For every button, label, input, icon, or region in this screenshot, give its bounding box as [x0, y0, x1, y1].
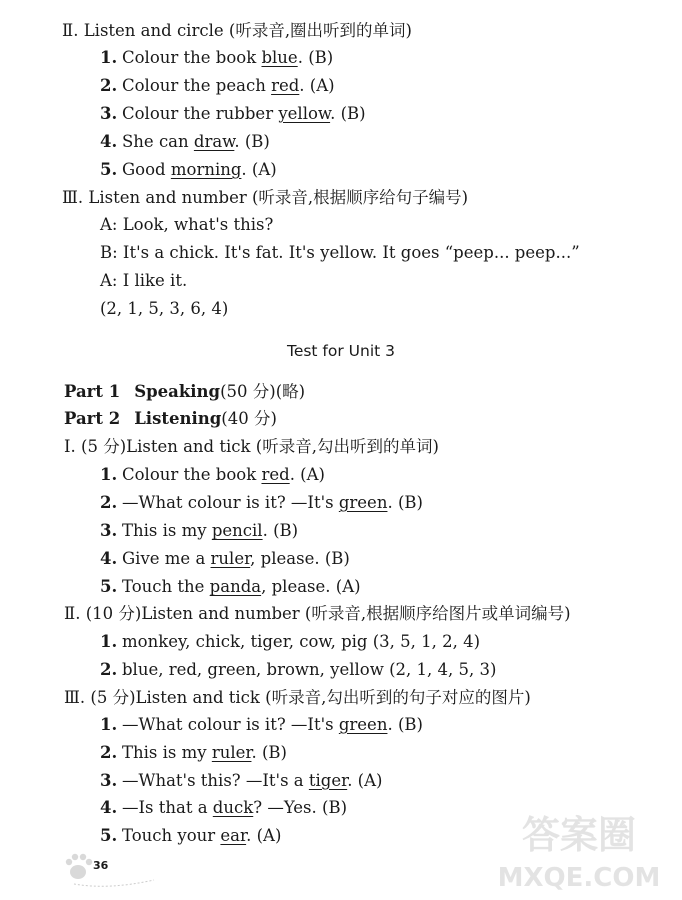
item-text: She can [122, 132, 194, 151]
section-3-heading: Ⅲ. Listen and number (听录音,根据顺序给句子编号) [62, 188, 469, 207]
item-text: This is my [122, 743, 212, 762]
item-text: Give me a [122, 549, 211, 568]
test-section-2-heading: Ⅱ. (10 分)Listen and number (听录音,根据顺序给图片或单词编号) [64, 604, 571, 623]
part-2-label: Part 2 [64, 409, 121, 428]
page-number: 36 [93, 859, 109, 872]
part-1-name: Speaking [134, 382, 221, 401]
item-answer: . (A) [241, 160, 277, 179]
item-answer: , please. (A) [261, 577, 361, 596]
item-number: 1. [100, 48, 118, 67]
item-text: Colour the peach [122, 76, 272, 95]
item-text: monkey, chick, tiger, cow, pig (3, 5, 1, 2, 4) [122, 632, 481, 651]
item-answer: . (B) [297, 48, 334, 67]
list-item [100, 159, 277, 181]
item-answer: . (B) [330, 104, 366, 123]
item-text: Colour the rubber [122, 104, 279, 123]
underlined-word: yellow [278, 104, 331, 123]
item-text: blue, red, green, brown, yellow (2, 1, 4, 5, 3) [122, 660, 497, 679]
watermark-en: MXQE.COM [497, 863, 661, 893]
item-number: 4. [100, 549, 118, 568]
watermark-cn: 答案圈 [521, 813, 637, 857]
list-item [100, 714, 423, 736]
item-answer: . (A) [347, 771, 383, 790]
list-item [100, 659, 496, 681]
underlined-word: pencil [211, 521, 263, 540]
item-answer: . (B) [262, 521, 299, 540]
item-number: 1. [100, 632, 118, 651]
list-item [100, 631, 480, 653]
list-item [100, 825, 281, 847]
item-number: 1. [100, 715, 118, 734]
list-item [100, 520, 298, 542]
dialogue-line: A: Look, what's this? [100, 215, 274, 234]
test-title: Test for Unit 3 [286, 342, 396, 360]
part-2-rest: (40 分) [221, 409, 277, 428]
item-number: 4. [100, 132, 118, 151]
list-item [100, 47, 333, 69]
underlined-word: ruler [211, 743, 252, 762]
item-number: 2. [100, 76, 118, 95]
item-text: —What's this? —It's a [122, 771, 309, 790]
item-text: —What colour is it? —It's [122, 493, 339, 512]
item-answer: . (A) [299, 76, 335, 95]
list-item [100, 548, 350, 570]
underlined-word: green [338, 715, 388, 734]
dialogue-line: A: I like it. [100, 271, 188, 290]
item-text: This is my [122, 521, 212, 540]
test-section-1-heading: Ⅰ. (5 分)Listen and tick (听录音,勾出听到的单词) [64, 437, 439, 456]
item-text: —Is that a [122, 798, 213, 817]
item-number: 5. [100, 160, 118, 179]
item-text: Touch your [122, 826, 221, 845]
item-text: Good [122, 160, 171, 179]
list-item [100, 576, 361, 598]
dialogue-line: B: It's a chick. It's fat. It's yellow. It goes “peep... peep...” [100, 243, 580, 262]
item-number: 4. [100, 798, 118, 817]
underlined-word: ruler [210, 549, 251, 568]
underlined-word: draw [193, 132, 235, 151]
list-item [100, 131, 270, 153]
list-item [100, 492, 423, 514]
item-answer: , please. (B) [250, 549, 350, 568]
underlined-word: red [271, 76, 300, 95]
item-text: Colour the book [122, 465, 262, 484]
underlined-word: blue [261, 48, 298, 67]
underlined-word: morning [170, 160, 242, 179]
paw-print-icon [64, 850, 159, 890]
item-number: 3. [100, 521, 118, 540]
list-item [100, 742, 287, 764]
underlined-word: duck [212, 798, 254, 817]
part-1-rest: (50 分)(略) [220, 382, 306, 401]
item-number: 5. [100, 577, 118, 596]
test-section-3-heading: Ⅲ. (5 分)Listen and tick (听录音,勾出听到的句子对应的图片) [64, 688, 531, 707]
part-1-label: Part 1 [64, 382, 121, 401]
item-answer: . (B) [234, 132, 270, 151]
item-answer: . (B) [387, 715, 423, 734]
item-answer: . (A) [289, 465, 325, 484]
list-item [100, 103, 366, 125]
item-answer: . (B) [251, 743, 287, 762]
item-number: 2. [100, 493, 118, 512]
underlined-word: panda [209, 577, 262, 596]
list-item [100, 75, 335, 97]
item-number: 3. [100, 104, 118, 123]
section-2-heading: Ⅱ. Listen and circle (听录音,圈出听到的单词) [62, 21, 412, 40]
item-number: 1. [100, 465, 118, 484]
item-answer: . (A) [246, 826, 282, 845]
list-item [100, 770, 382, 792]
item-number: 2. [100, 743, 118, 762]
part-1-line [64, 381, 305, 403]
underlined-word: green [338, 493, 388, 512]
item-text: Touch the [122, 577, 210, 596]
underlined-word: ear [220, 826, 247, 845]
item-answer: ? —Yes. (B) [253, 798, 348, 817]
underlined-word: tiger [308, 771, 348, 790]
list-item [100, 797, 347, 819]
part-2-name: Listening [134, 409, 222, 428]
answer-line: (2, 1, 5, 3, 6, 4) [100, 299, 229, 318]
item-number: 3. [100, 771, 118, 790]
item-answer: . (B) [387, 493, 423, 512]
part-2-line [64, 408, 277, 430]
footer-decoration [64, 850, 159, 894]
item-text: Colour the book [122, 48, 262, 67]
item-number: 5. [100, 826, 118, 845]
item-text: —What colour is it? —It's [122, 715, 339, 734]
watermark-logo [494, 800, 664, 895]
underlined-word: red [261, 465, 290, 484]
item-number: 2. [100, 660, 118, 679]
list-item [100, 464, 325, 486]
